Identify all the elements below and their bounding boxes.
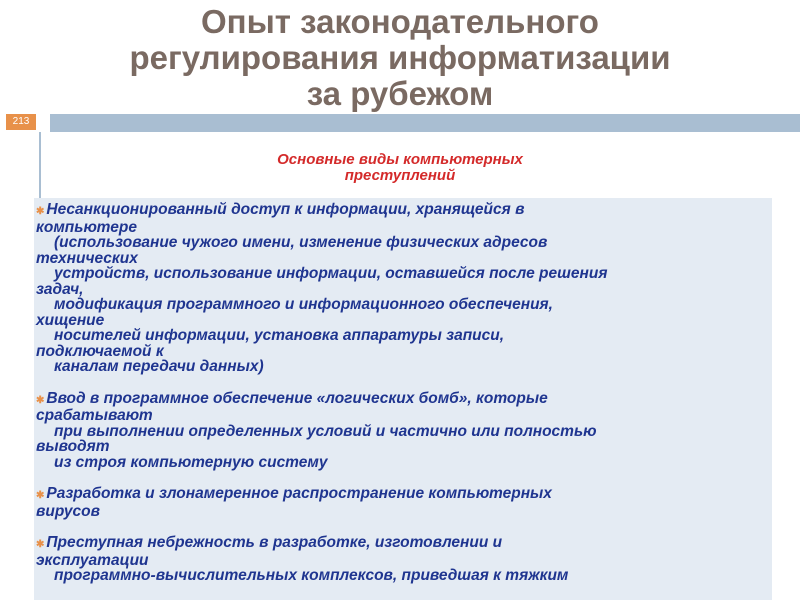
title-line: регулирования информатизации	[129, 39, 671, 76]
bullet-icon: ✱	[36, 206, 45, 217]
item-text: технических	[36, 249, 138, 267]
title-line: Опыт законодательного	[201, 3, 599, 40]
item-text: программно-вычислительных комплексов, приведшая к тяжким	[54, 567, 569, 584]
slide-title	[40, 4, 760, 112]
item-text: эксплуатации	[36, 551, 149, 569]
item-text: выводят	[36, 438, 110, 455]
item-text: задач,	[36, 280, 84, 298]
item-text: срабатывают	[36, 407, 153, 424]
item-text: Ввод в программное обеспечение «логических бомб», которые	[46, 389, 548, 407]
item-text: подключаемой к	[36, 342, 164, 360]
section-subtitle	[180, 152, 620, 184]
item-text: вирусов	[36, 502, 100, 520]
item-text: из строя компьютерную систему	[54, 453, 328, 471]
header-rule	[50, 114, 800, 132]
slide-number: 213	[6, 114, 36, 130]
bullet-icon: ✱	[36, 539, 45, 550]
list-item	[34, 486, 772, 519]
item-text: при выполнении определенных условий и частично или полностью	[54, 422, 597, 440]
item-text: Преступная небрежность в разработке, изготовлении и	[46, 534, 503, 551]
title-line: за рубежом	[306, 75, 494, 112]
content-box	[34, 198, 772, 600]
item-text: Разработка и злонамеренное распространение компьютерных	[46, 485, 552, 502]
bullet-icon: ✱	[36, 490, 45, 501]
list-item	[34, 391, 772, 471]
item-text: Несанкционированный доступ к информации, хранящейся в	[46, 201, 525, 218]
bullet-icon: ✱	[36, 394, 45, 406]
item-text: компьютере	[36, 218, 137, 236]
item-text: каналам передачи данных)	[54, 358, 264, 375]
subtitle-line: Основные виды компьютерных	[277, 151, 523, 168]
list-item	[34, 202, 772, 375]
item-text: носителей информации, установка аппаратуры записи,	[54, 327, 505, 344]
subtitle-line: преступлений	[344, 167, 456, 184]
item-text: модификация программного и информационного обеспечения,	[54, 296, 553, 313]
item-text: (использование чужого имени, изменение физических адресов	[54, 234, 548, 251]
item-text: хищение	[36, 311, 105, 329]
list-item	[34, 535, 772, 584]
item-text: устройств, использование информации, оставшейся после решения	[54, 265, 608, 282]
